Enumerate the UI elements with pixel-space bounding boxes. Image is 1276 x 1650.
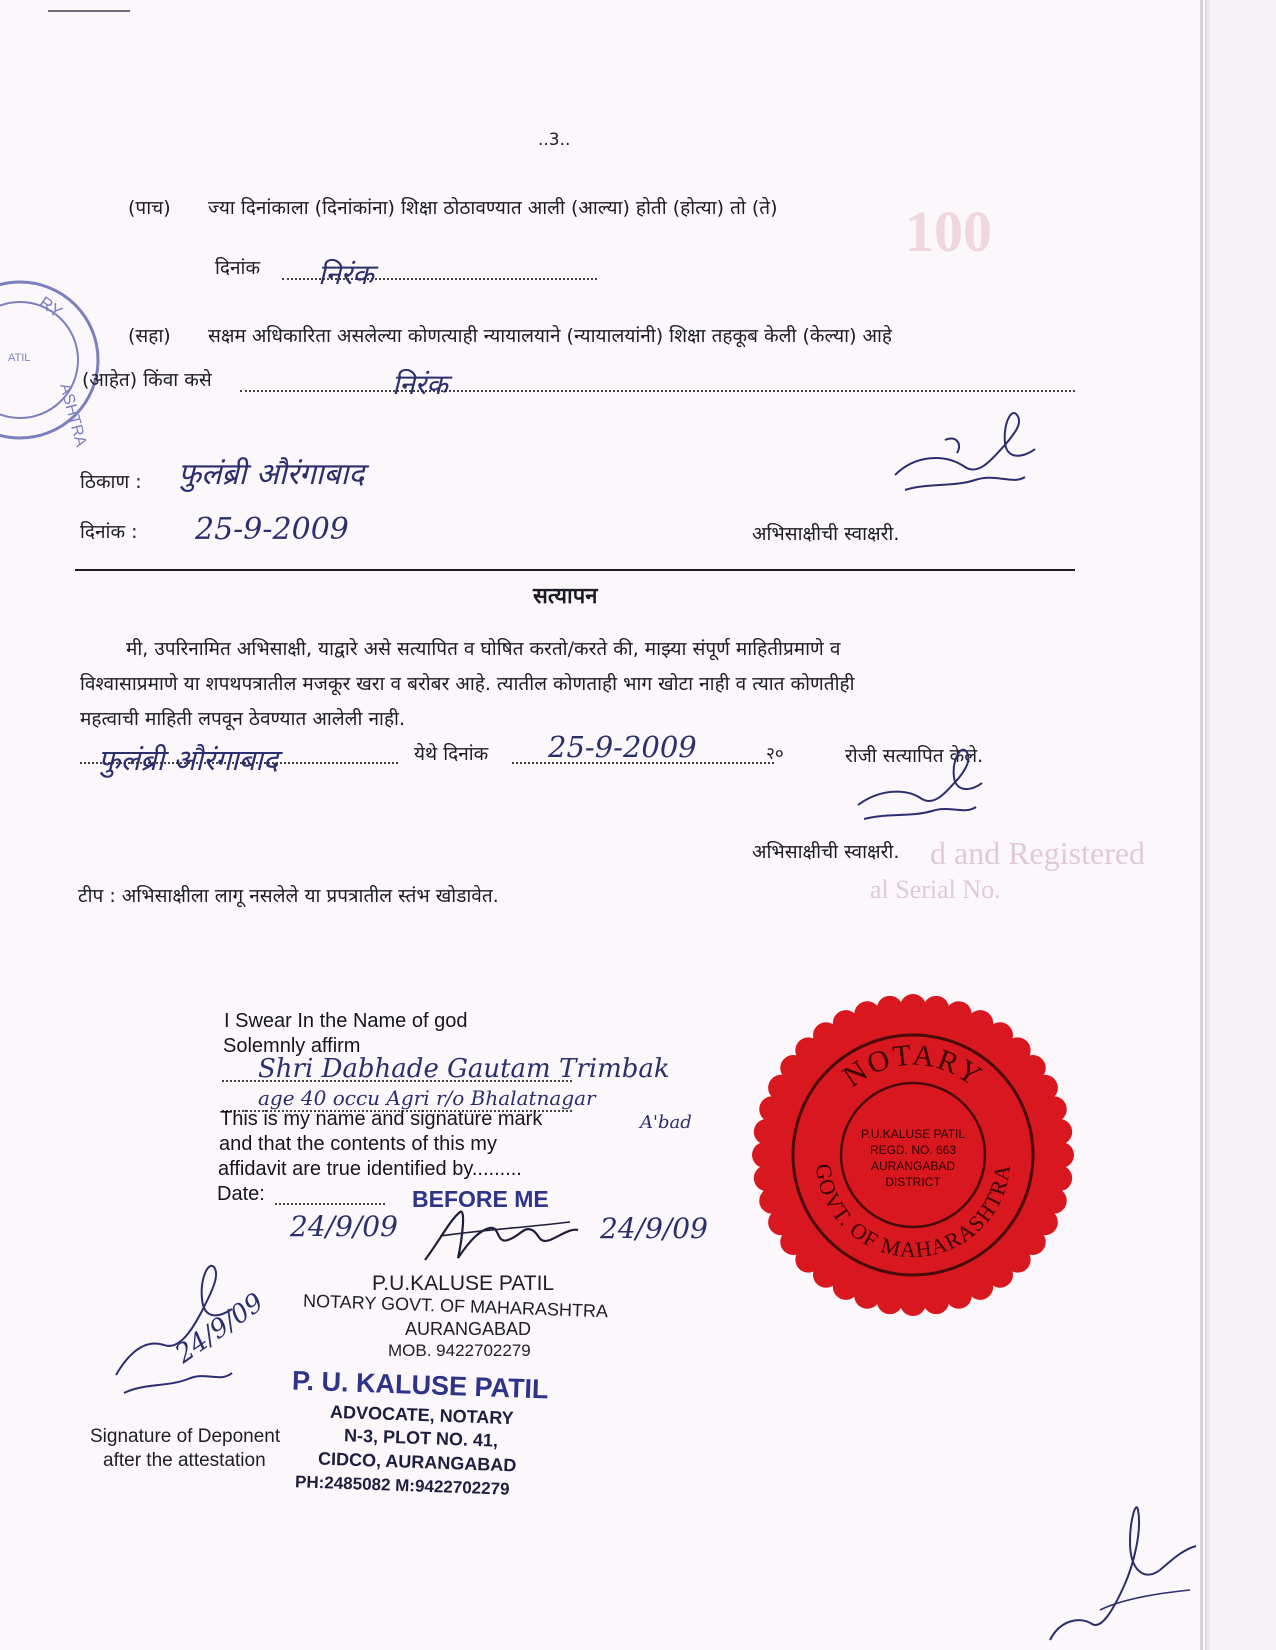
seal-bottom-text: GOVT. OF MAHARASHTRA: [810, 1162, 1016, 1263]
notary-signature: [420, 1200, 590, 1275]
seal-center-district: DISTRICT: [885, 1175, 941, 1189]
advocate-stamp-line-2: N-3, PLOT NO. 41,: [343, 1425, 499, 1451]
affirmation-age-handwritten: age 40 occu Agri r/o Bhalatnagar: [258, 1086, 596, 1110]
notary-seal: [748, 990, 1078, 1320]
seal-center-regd: REGD. NO. 663: [869, 1143, 957, 1157]
next-page-edge: [1210, 0, 1276, 1650]
page-number: ..3..: [538, 130, 571, 150]
item-five-date-label: दिनांक: [215, 257, 261, 279]
notary-city: AURANGABAD: [405, 1319, 532, 1339]
notary-name: P.U.KALUSE PATIL: [372, 1272, 555, 1295]
affirmation-name-handwritten: Shri Dabhade Gautam Trimbak: [258, 1054, 670, 1084]
advocate-stamp-line-3: CIDCO, AURANGABAD: [317, 1448, 517, 1476]
item-six-handwritten: निरंक: [392, 368, 448, 401]
affirmation-line-5: affidavit are true identified by.........: [218, 1158, 522, 1180]
deponent-date-handwritten: 24/9/09: [170, 1287, 270, 1370]
item-five-text: ज्या दिनांकाला (दिनांकांना) शिक्षा ठोठावण्यात आली (आल्या) होती (होत्या) तो (ते): [208, 197, 778, 219]
signature-caption-verification: अभिसाक्षीची स्वाक्षरी.: [752, 841, 900, 863]
seal-center-name: P.U.KALUSE PATIL: [860, 1127, 966, 1141]
notary-title: NOTARY GOVT. OF MAHARASHTRA: [302, 1290, 609, 1322]
affirmation-date-line: [275, 1185, 385, 1205]
advocate-stamp-line-4: PH:2485082 M:9422702279: [294, 1472, 510, 1499]
section-divider: [75, 569, 1075, 571]
bleed-through-text: 100: [905, 199, 992, 264]
verification-date-handwritten: 25-9-2009: [548, 730, 697, 764]
verification-at-date-label: येथे दिनांक: [414, 743, 489, 765]
affirmation-date-handwritten: 24/9/09: [290, 1210, 398, 1243]
verification-verified-on: रोजी सत्यापित केले.: [845, 745, 984, 767]
svg-text:ATIL: ATIL: [8, 352, 31, 364]
svg-text:ASHTRA: ASHTRA: [56, 381, 90, 449]
page-fold: [1200, 0, 1203, 1650]
bleed-through-text: al Serial No.: [870, 875, 1001, 904]
affirmation-line-3: This is my name and signature mark: [220, 1108, 543, 1130]
advocate-stamp-name: P. U. KALUSE PATIL: [291, 1365, 549, 1405]
verification-place-handwritten: फुलंब्री औरंगाबाद: [98, 743, 279, 777]
date-label: दिनांक :: [80, 521, 138, 543]
affirmation-place-handwritten: A'bad: [640, 1112, 692, 1133]
place-label: ठिकाण :: [80, 471, 142, 493]
seal-center-city: AURANGABAD: [870, 1159, 956, 1173]
item-six-number: (सहा): [128, 325, 171, 347]
place-handwritten: फुलंब्री औरंगाबाद: [178, 457, 365, 492]
footnote: टीप : अभिसाक्षीला लागू नसलेले या प्रपत्रातील स्तंभ खोडावेत.: [78, 885, 499, 907]
seal-top-text: NOTARY: [837, 1038, 989, 1094]
svg-text:RY: RY: [35, 292, 66, 322]
notary-mobile: MOB. 9422702279: [388, 1341, 531, 1360]
verification-para-line-3: महत्वाची माहिती लपवून ठेवण्यात आलेली नाही.: [80, 708, 406, 730]
item-six-line: [240, 372, 1075, 392]
deponent-signature-verification: [850, 735, 990, 835]
advocate-stamp-line-1: ADVOCATE, NOTARY: [329, 1401, 514, 1429]
deponent-caption-1: Signature of Deponent: [90, 1426, 281, 1447]
affirmation-line-2: Solemnly affirm: [223, 1035, 361, 1057]
deponent-signature-top: [885, 395, 1050, 510]
affirmation-line-1: I Swear In the Name of god: [224, 1010, 468, 1032]
signature-caption-top: अभिसाक्षीची स्वाक्षरी.: [752, 523, 900, 545]
signature-bottom-right: [1040, 1490, 1200, 1650]
affirmation-date-label: Date:: [217, 1183, 265, 1205]
date-handwritten: 25-9-2009: [195, 512, 349, 547]
verification-para-line-2: विश्वासाप्रमाणे या शपथपत्रातील मजकूर खरा व बरोबर आहे. त्यातील कोणताही भाग खोटा नाही व त्यात कोणतीही: [80, 673, 855, 695]
verification-para-line-1: मी, उपरिनामित अभिसाक्षी, याद्वारे असे सत्यापित व घोषित करतो/करते की, माझ्या संपूर्ण माहितीप्रमाणे व: [126, 638, 841, 660]
affirmation-line-4: and that the contents of this my: [219, 1133, 497, 1155]
item-six-text-cont: (आहेत) किंवा कसे: [82, 369, 212, 391]
verification-heading: सत्यापन: [533, 584, 598, 609]
deponent-caption-2: after the attestation: [103, 1450, 266, 1471]
verification-date-suffix: २०: [766, 744, 784, 764]
notary-date-handwritten: 24/9/09: [600, 1212, 708, 1245]
item-five-date-handwritten: निरंक: [318, 258, 374, 291]
left-notary-stamp-partial: [0, 265, 100, 455]
item-five-number: (पाच): [128, 197, 171, 219]
bleed-through-text: d and Registered: [930, 835, 1146, 871]
before-me-label: BEFORE ME: [412, 1186, 549, 1212]
top-edge-mark: [48, 10, 130, 12]
item-six-text: सक्षम अधिकारिता असलेल्या कोणत्याही न्यायालयाने (न्यायालयांनी) शिक्षा तहकूब केली (केल्या) आहे: [208, 325, 893, 347]
